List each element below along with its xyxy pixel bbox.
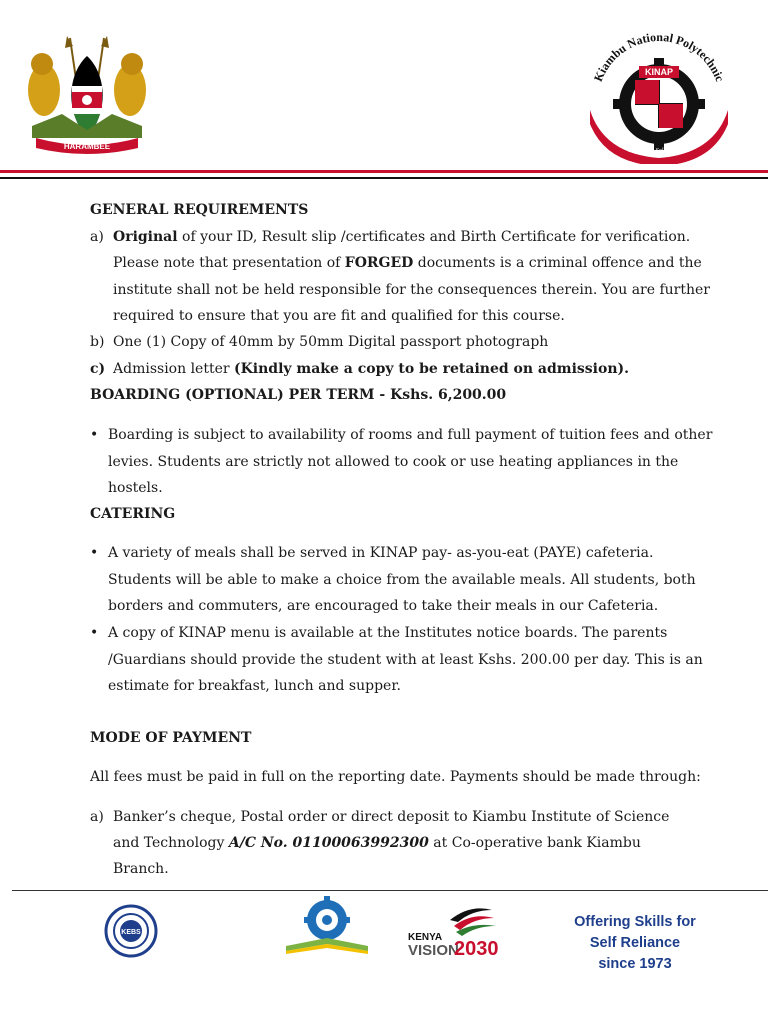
general-a-line4: required to ensure that you are fit and qualified for this course. [113,308,565,324]
boarding-heading: BOARDING (OPTIONAL) PER TERM - Kshs. 6,200.00 [90,387,507,403]
catering-line: A copy of KINAP menu is available at the Institutes notice boards. The parents [108,625,668,641]
catering-heading: CATERING [90,506,176,522]
footer-rule [12,890,768,891]
payment-a-line1: Banker’s cheque, Postal order or direct deposit to Kiambu Institute of Science [113,809,670,825]
catering-line: estimate for breakfast, lunch and supper. [108,678,401,694]
general-a-line1: Original of your ID, Result slip /certificates and Birth Certificate for verification. [113,229,691,245]
boarding-line: levies. Students are strictly not allowed to cook or use heating appliances in the [108,454,679,470]
tveta-logo [282,896,372,958]
kebs-text: KEBS [121,929,141,936]
catering-bullet: • [90,545,99,561]
boarding-bullet: • [90,427,99,443]
vision-word-text: VISION [408,942,459,958]
motto-text: HARAMBEE [63,142,111,151]
catering-line: A variety of meals shall be served in KINAP pay- as-you-eat (PAYE) cafeteria. [108,545,654,561]
payment-a-line3: Branch. [113,861,169,877]
general-heading: GENERAL REQUIREMENTS [90,202,309,218]
payment-intro: All fees must be paid in full on the reporting date. Payments should be made through: [90,769,701,785]
kebs-logo [104,904,158,958]
kinap-banner-text: Skills For Self Reliance [628,147,690,154]
kenya-coat-of-arms-logo [22,34,152,154]
general-b-line: One (1) Copy of 40mm by 50mm Digital passport photograph [113,334,549,350]
payment-a-line2: and Technology A/C No. 01100063992300 at Co-operative bank Kiambu [113,835,641,851]
boarding-line: Boarding is subject to availability of rooms and full payment of tuition fees and other [108,427,713,443]
catering-line: borders and commuters, are encouraged to take their meals in our Cafeteria. [108,598,659,614]
general-c-line: Admission letter (Kindly make a copy to be retained on admission). [113,361,630,377]
vision-kenya-text: KENYA [408,932,443,943]
footer-tagline [560,912,710,975]
footer-line: Self Reliance [589,935,681,951]
footer-line: since 1973 [598,956,672,972]
boarding-line: hostels. [108,480,163,496]
payment-heading: MODE OF PAYMENT [90,730,252,746]
header-rule-black [0,177,768,179]
payment-a-label: a) [90,809,104,825]
header-rule-red [0,170,768,173]
catering-line: /Guardians should provide the student with at least Kshs. 200.00 per day. This is an [108,652,703,668]
kenya-vision-2030-logo [406,904,500,958]
kinap-center-text: KINAP [644,67,674,77]
general-a-label: a) [90,229,104,245]
general-c-label: c) [90,361,106,377]
general-a-line3: institute shall not be held responsible for the consequences therein. You are further [113,282,710,298]
catering-bullet: • [90,625,99,641]
general-a-line2: Please note that presentation of FORGED documents is a criminal offence and the [113,255,702,271]
vision-year-text: 2030 [454,938,499,958]
footer-line: Offering Skills for [574,914,696,930]
kinap-logo [584,24,734,164]
general-b-label: b) [90,334,105,350]
kinap-arc-text: Kiambu National Polytechnic [590,29,728,84]
catering-line: Students will be able to make a choice from the available meals. All students, both [108,572,696,588]
